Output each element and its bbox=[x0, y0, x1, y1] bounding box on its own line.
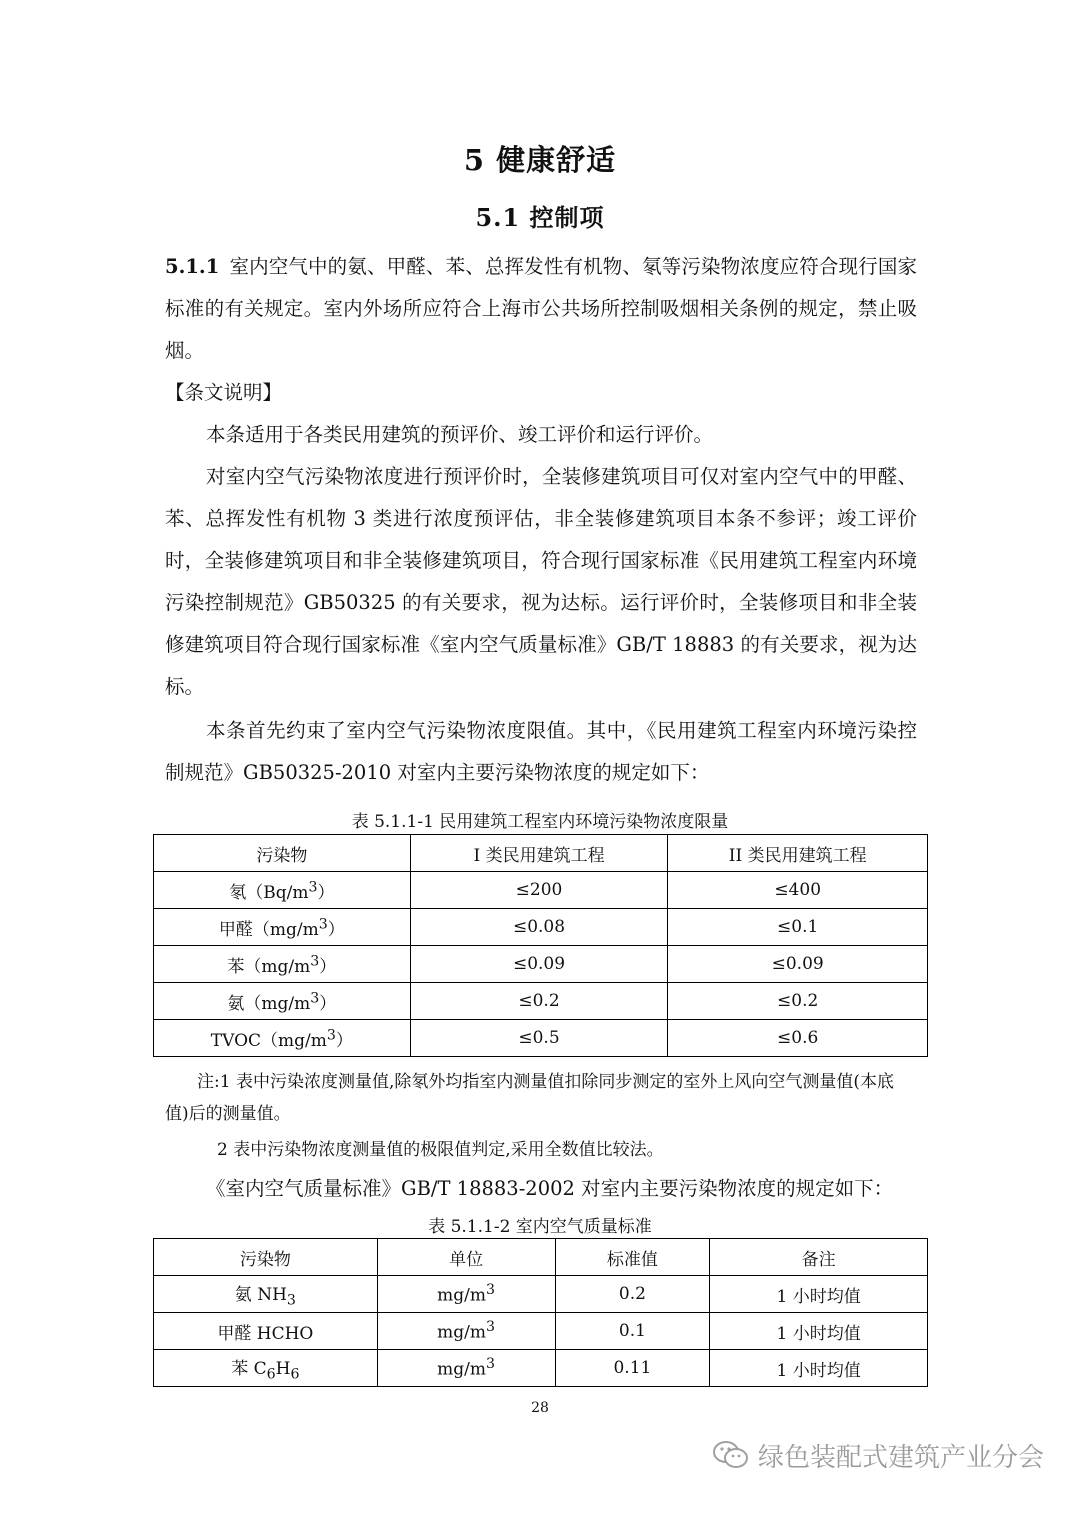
clause-5-1-1 bbox=[165, 246, 917, 372]
subscript: 6 bbox=[290, 1366, 300, 1383]
standard-value: 0.2 bbox=[555, 1276, 710, 1313]
superscript: 3 bbox=[310, 952, 320, 969]
table-header-row bbox=[154, 835, 928, 872]
class-i-limit: ≤0.2 bbox=[410, 983, 668, 1020]
paren: ） bbox=[327, 919, 345, 940]
page-number: 28 bbox=[531, 1400, 549, 1416]
pollutant-name: 苯（mg/m bbox=[227, 956, 311, 977]
superscript: 3 bbox=[486, 1356, 496, 1373]
subscript: 6 bbox=[266, 1366, 276, 1383]
class-ii-limit: ≤0.6 bbox=[668, 1020, 928, 1057]
table-row bbox=[154, 1350, 928, 1387]
pollutant-name: 甲醛 HCHO bbox=[217, 1323, 314, 1344]
table-header-cell: 单位 bbox=[377, 1239, 555, 1276]
clause-number: 5.1.1 bbox=[165, 255, 220, 278]
explanation-paragraph-2: 对室内空气污染物浓度进行预评价时，全装修建筑项目可仅对室内空气中的甲醛、苯、总挥发性有机物 3 类进行浓度预评估，非全装修建筑项目本条不参评；竣工评价时，全装修建筑项目和非全装修建筑项目，符合现行国家标准《民用建筑工程室内环境污染控制规范》GB50325 的有关要求，视为达标。运行评价时，全装修项目和非全装修建筑项目符合现行国家标准《室内空气质量标准》GB/T 18883 的有关要求，视为达标。 bbox=[165, 465, 917, 698]
wechat-icon bbox=[712, 1439, 750, 1471]
unit-cell bbox=[377, 1350, 555, 1387]
table-header-row bbox=[154, 1239, 928, 1276]
class-ii-limit: ≤400 bbox=[668, 872, 928, 909]
explanation-label: 【条文说明】 bbox=[165, 381, 283, 404]
watermark bbox=[712, 1438, 1044, 1472]
table-row bbox=[154, 1313, 928, 1350]
explanation-paragraph-1: 本条适用于各类民用建筑的预评价、竣工评价和运行评价。 bbox=[206, 423, 714, 446]
superscript: 3 bbox=[486, 1319, 496, 1336]
table1-caption: 表 5.1.1-1 民用建筑工程室内环境污染物浓度限量 bbox=[351, 812, 729, 832]
pollutant-name: 苯 C bbox=[231, 1358, 267, 1379]
pollutant-cell bbox=[154, 909, 411, 946]
unit-cell bbox=[377, 1276, 555, 1313]
clause-text: 室内空气中的氨、甲醛、苯、总挥发性有机物、氡等污染物浓度应符合现行国家标准的有关规定。室内外场所应符合上海市公共场所控制吸烟相关条例的规定，禁止吸烟。 bbox=[165, 255, 917, 362]
table-header-cell: II 类民用建筑工程 bbox=[668, 835, 928, 872]
table-header-cell: 污染物 bbox=[154, 835, 411, 872]
section-title: 5.1 控制项 bbox=[475, 203, 605, 232]
table-row bbox=[154, 1276, 928, 1313]
class-i-limit: ≤0.5 bbox=[410, 1020, 668, 1057]
class-ii-limit: ≤0.1 bbox=[668, 909, 928, 946]
pollutant-cell bbox=[154, 1276, 378, 1313]
superscript: 3 bbox=[326, 1026, 336, 1043]
unit-text: mg/m bbox=[437, 1359, 487, 1380]
remark-cell: 1 小时均值 bbox=[710, 1276, 928, 1313]
paren: ） bbox=[317, 882, 335, 903]
pollutant-cell bbox=[154, 872, 411, 909]
class-i-limit: ≤0.08 bbox=[410, 909, 668, 946]
table-row bbox=[154, 1020, 928, 1057]
table1-note-1: 注:1 表中污染浓度测量值,除氡外均指室内测量值扣除同步测定的室外上风向空气测量值(本底值)后的测量值。 bbox=[165, 1072, 894, 1124]
explanation-paragraph-3: 本条首先约束了室内空气污染物浓度限值。其中，《民用建筑工程室内环境污染控制规范》GB50325-2010 对室内主要污染物浓度的规定如下： bbox=[165, 719, 917, 784]
pollutant-cell bbox=[154, 946, 411, 983]
unit-text: mg/m bbox=[437, 1322, 487, 1343]
pollutant-cell bbox=[154, 1350, 378, 1387]
table-header-cell: 污染物 bbox=[154, 1239, 378, 1276]
unit-text: mg/m bbox=[437, 1285, 487, 1306]
remark-cell: 1 小时均值 bbox=[710, 1313, 928, 1350]
standard-value: 0.1 bbox=[555, 1313, 710, 1350]
paren: ） bbox=[319, 956, 337, 977]
table-row bbox=[154, 909, 928, 946]
unit-cell bbox=[377, 1313, 555, 1350]
superscript: 3 bbox=[308, 878, 318, 895]
indoor-air-quality-table bbox=[153, 1238, 928, 1387]
table-header-cell: 标准值 bbox=[555, 1239, 710, 1276]
table-row bbox=[154, 946, 928, 983]
superscript: 3 bbox=[486, 1282, 496, 1299]
pollutant-name-mid: H bbox=[275, 1358, 291, 1379]
pollutant-cell bbox=[154, 1020, 411, 1057]
table-header-cell: I 类民用建筑工程 bbox=[410, 835, 668, 872]
pollutant-name: 甲醛（mg/m bbox=[218, 919, 319, 940]
table-row bbox=[154, 872, 928, 909]
table2-caption: 表 5.1.1-2 室内空气质量标准 bbox=[428, 1217, 652, 1237]
chapter-title: 5 健康舒适 bbox=[463, 143, 617, 177]
paren: ） bbox=[335, 1030, 353, 1051]
remark-cell: 1 小时均值 bbox=[710, 1350, 928, 1387]
paragraph-4: 《室内空气质量标准》GB/T 18883-2002 对室内主要污染物浓度的规定如下： bbox=[206, 1177, 894, 1200]
paren: ） bbox=[319, 993, 337, 1014]
pollutant-limit-table bbox=[153, 834, 928, 1057]
pollutant-name: TVOC（mg/m bbox=[210, 1030, 327, 1051]
class-i-limit: ≤200 bbox=[410, 872, 668, 909]
standard-value: 0.11 bbox=[555, 1350, 710, 1387]
pollutant-cell bbox=[154, 1313, 378, 1350]
subscript: 3 bbox=[286, 1292, 296, 1309]
pollutant-name: 氡（Bq/m bbox=[229, 882, 309, 903]
watermark-text: 绿色装配式建筑产业分会 bbox=[758, 1442, 1045, 1473]
class-ii-limit: ≤0.09 bbox=[668, 946, 928, 983]
pollutant-name: 氨 NH bbox=[234, 1284, 287, 1305]
pollutant-cell bbox=[154, 983, 411, 1020]
table-row bbox=[154, 983, 928, 1020]
table-header-cell: 备注 bbox=[710, 1239, 928, 1276]
superscript: 3 bbox=[318, 915, 328, 932]
class-i-limit: ≤0.09 bbox=[410, 946, 668, 983]
class-ii-limit: ≤0.2 bbox=[668, 983, 928, 1020]
superscript: 3 bbox=[310, 989, 320, 1006]
pollutant-name: 氨（mg/m bbox=[227, 993, 311, 1014]
table1-note-2: 2 表中污染物浓度测量值的极限值判定,采用全数值比较法。 bbox=[217, 1140, 664, 1160]
